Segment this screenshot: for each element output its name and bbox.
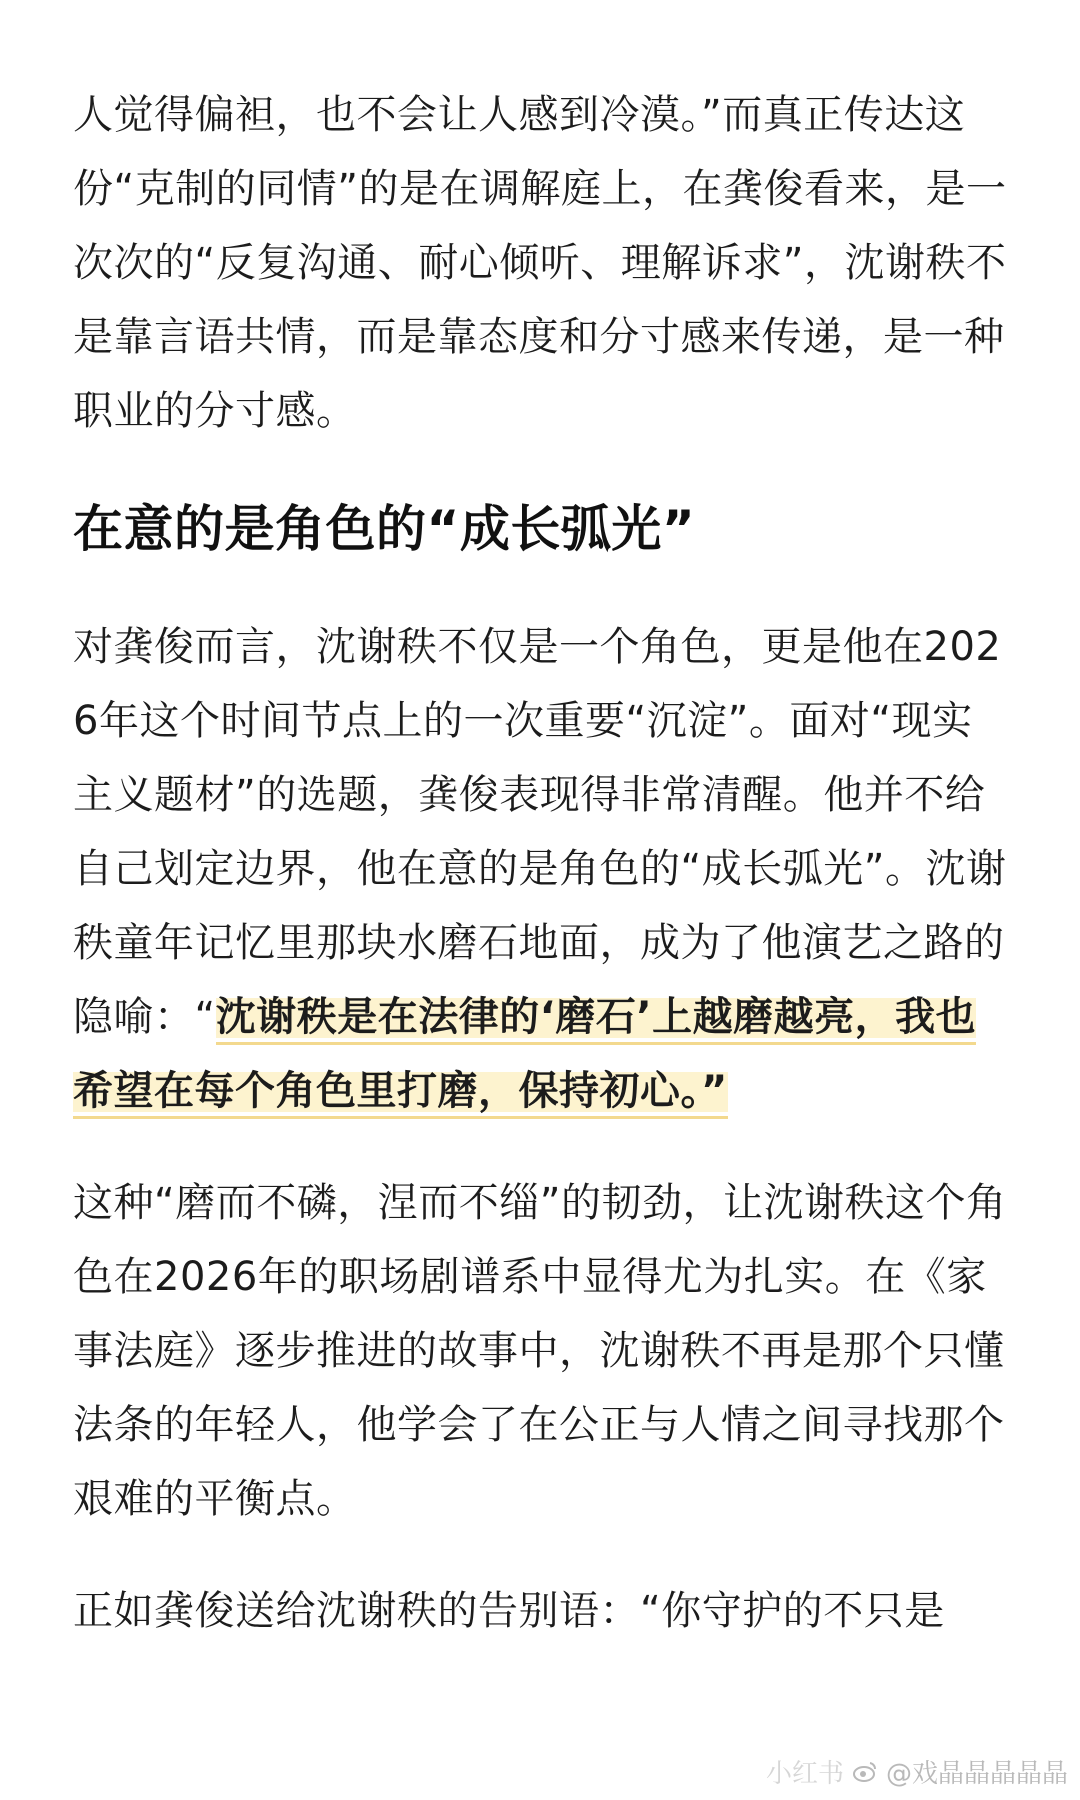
- watermark-source: 小红书: [765, 1759, 844, 1789]
- article-paragraph-3: 这种“磨而不磷，涅而不缁”的韧劲，让沈谢秩这个角色在2026年的职场剧谱系中显得尤为扎实。在《家事法庭》逐步推进的故事中，沈谢秩不再是那个只懂法条的年轻人，他学会了在公正与人情之间寻找那个艰难的平衡点。: [73, 1180, 1007, 1522]
- watermark-author: @戏晶晶晶晶晶: [885, 1759, 1068, 1789]
- article-body: [73, 78, 1013, 1648]
- paragraph-2-text: 对龚俊而言，沈谢秩不仅是一个角色，更是他在2026年这个时间节点上的一次重要“沉淀”。面对“现实主义题材”的选题，龚俊表现得非常清醒。他并不给自己划定边界，他在意的是角色的“成长弧光”。沈谢秩童年记忆里那块水磨石地面，成为了他演艺之路的隐喻：“: [73, 624, 1007, 1040]
- weibo-logo-icon: [852, 1759, 878, 1785]
- highlighted-quote: 沈谢秩是在法律的‘磨石’上越磨越亮，我也希望在每个角色里打磨，保持初心。”: [73, 994, 976, 1119]
- article-paragraph-4: 正如龚俊送给沈谢秩的告别语：“你守护的不只是: [73, 1588, 945, 1634]
- article-paragraph-1: 人觉得偏袒，也不会让人感到冷漠。”而真正传达这份“克制的同情”的是在调解庭上，在龚俊看来，是一次次的“反复沟通、耐心倾听、理解诉求”，沈谢秩不是靠言语共情，而是靠态度和分寸感来传递，是一种职业的分寸感。: [73, 92, 1007, 434]
- section-heading: 在意的是角色的“成长弧光”: [73, 500, 696, 558]
- article-paragraph-2: [73, 610, 1013, 1128]
- watermark: [766, 1753, 1068, 1790]
